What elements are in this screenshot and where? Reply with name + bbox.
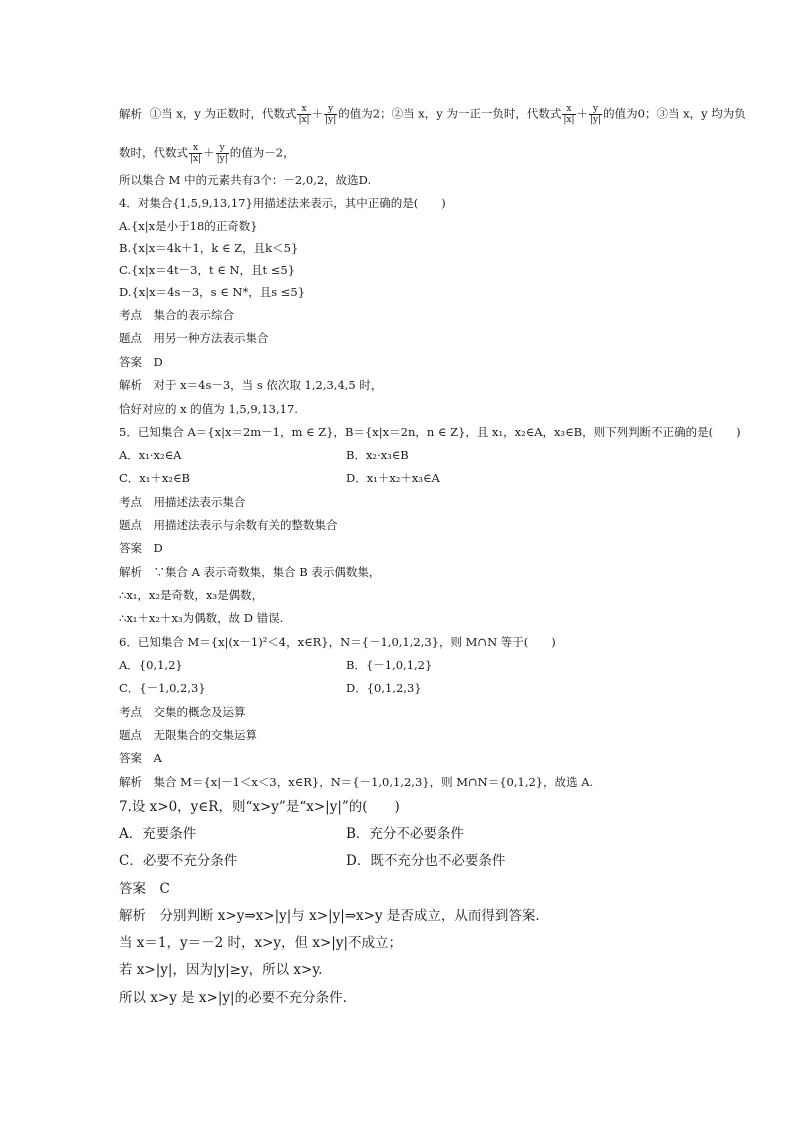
fraction-x: $\frac{x}{|x|}$: [190, 143, 202, 164]
tidian: 题点 用另一种方法表示集合: [119, 331, 269, 345]
option-d: D．{0,1,2,3}: [346, 681, 422, 695]
solution: ∴x₁＋x₂＋x₃为偶数，故 D 错误.: [119, 611, 284, 625]
kaodian: 考点 用描述法表示集合: [119, 495, 246, 509]
option-b: B．充分不必要条件: [346, 826, 464, 842]
option-a: A．充要条件: [119, 826, 197, 842]
option-b: B．x₂·x₃∈B: [346, 448, 409, 462]
answer: 答案 D: [119, 541, 163, 555]
answer: 答案 C: [119, 881, 170, 897]
solution: 恰好对应的 x 的值为 1,5,9,13,17.: [119, 402, 298, 416]
option-c: C．必要不充分条件: [119, 853, 238, 869]
option-c: C．{－1,0,2,3}: [119, 681, 206, 695]
option-d: D.{x|x＝4s－3，s ∈ N*，且s ≤5}: [119, 285, 306, 299]
option-b: B．{－1,0,1,2}: [346, 658, 433, 672]
question-6: 6．已知集合 M＝{x|(x－1)²＜4，x∈R}，N＝{－1,0,1,2,3}，则 M∩N 等于( ): [119, 635, 556, 649]
option-c: C．x₁＋x₂∈B: [119, 471, 190, 485]
option-c: C.{x|x＝4t－3，t ∈ N，且t ≤5}: [119, 263, 296, 277]
fraction-y: $\frac{y}{|y|}$: [590, 104, 602, 125]
fraction-x: $\frac{x}{|x|}$: [298, 104, 310, 125]
kaodian: 考点 交集的概念及运算: [119, 705, 246, 719]
solution: 解析 集合 M＝{x|－1＜x＜3，x∈R}，N＝{－1,0,1,2,3}，则 M∩N＝{0,1,2}，故选 A.: [119, 775, 594, 789]
kaodian: 考点 集合的表示综合: [119, 308, 234, 322]
answer: 答案 D: [119, 355, 163, 369]
solution-tag: 解析: [119, 106, 142, 121]
fraction-x: $\frac{x}{|x|}$: [563, 104, 575, 125]
option-d: D．既不充分也不必要条件: [346, 853, 506, 869]
solution-line-2: 数时，代数式 $\frac{x}{|x|}$ ＋ $\frac{y}{|y|}$ 的值为－2，: [119, 143, 295, 164]
option-b: B.{x|x＝4k＋1，k ∈ Z，且k＜5}: [119, 241, 299, 255]
solution: 解析 ∵集合 A 表示奇数集，集合 B 表示偶数集，: [119, 565, 381, 579]
fraction-y: $\frac{y}{|y|}$: [325, 104, 337, 125]
solution: 解析 对于 x＝4s－3，当 s 依次取 1,2,3,4,5 时，: [119, 378, 383, 392]
option-a: A.{x|x是小于18的正奇数}: [119, 219, 258, 233]
tidian: 题点 无限集合的交集运算: [119, 728, 257, 742]
solution: ∴x₁，x₂是奇数，x₃是偶数，: [119, 588, 264, 602]
tidian: 题点 用描述法表示与余数有关的整数集合: [119, 518, 338, 532]
question-4: 4．对集合{1,5,9,13,17}用描述法来表示，其中正确的是( ): [119, 196, 446, 210]
option-d: D．x₁＋x₂＋x₃∈A: [346, 471, 440, 485]
question-7: 7.设 x>0，y∈R，则“x>y”是“x>|y|”的( ): [119, 799, 400, 815]
option-a: A．{0,1,2}: [119, 658, 183, 672]
fraction-y: $\frac{y}{|y|}$: [216, 143, 228, 164]
solution: 当 x＝1，y＝－2 时，x>y，但 x>|y|不成立；: [119, 935, 402, 951]
solution-line-1: 解析 ①当 x，y 为正数时，代数式 $\frac{x}{|x|}$ ＋ $\frac{y}{|y|}$ 的值为2；②当 x，y 为一正一负时，代数式 $\frac{x}{|x|}$ ＋ $\frac{y}{|y|}$ 的值为0；③当 x，y 均为负: [119, 104, 746, 125]
text-line: 所以集合 M 中的元素共有3个：－2,0,2，故选D.: [119, 173, 372, 187]
question-5: 5．已知集合 A＝{x|x＝2m－1，m ∈ Z}，B＝{x|x＝2n，n ∈ Z}，且 x₁，x₂∈A，x₃∈B，则下列判断不正确的是( ): [119, 425, 741, 439]
solution: 所以 x>y 是 x>|y|的必要不充分条件.: [119, 990, 347, 1006]
solution: 解析 分别判断 x>y⇒x>|y|与 x>|y|⇒x>y 是否成立，从而得到答案.: [119, 908, 540, 924]
solution: 若 x>|y|，因为|y|≥y，所以 x>y.: [119, 962, 323, 978]
answer: 答案 A: [119, 751, 162, 765]
option-a: A．x₁·x₂∈A: [119, 448, 182, 462]
